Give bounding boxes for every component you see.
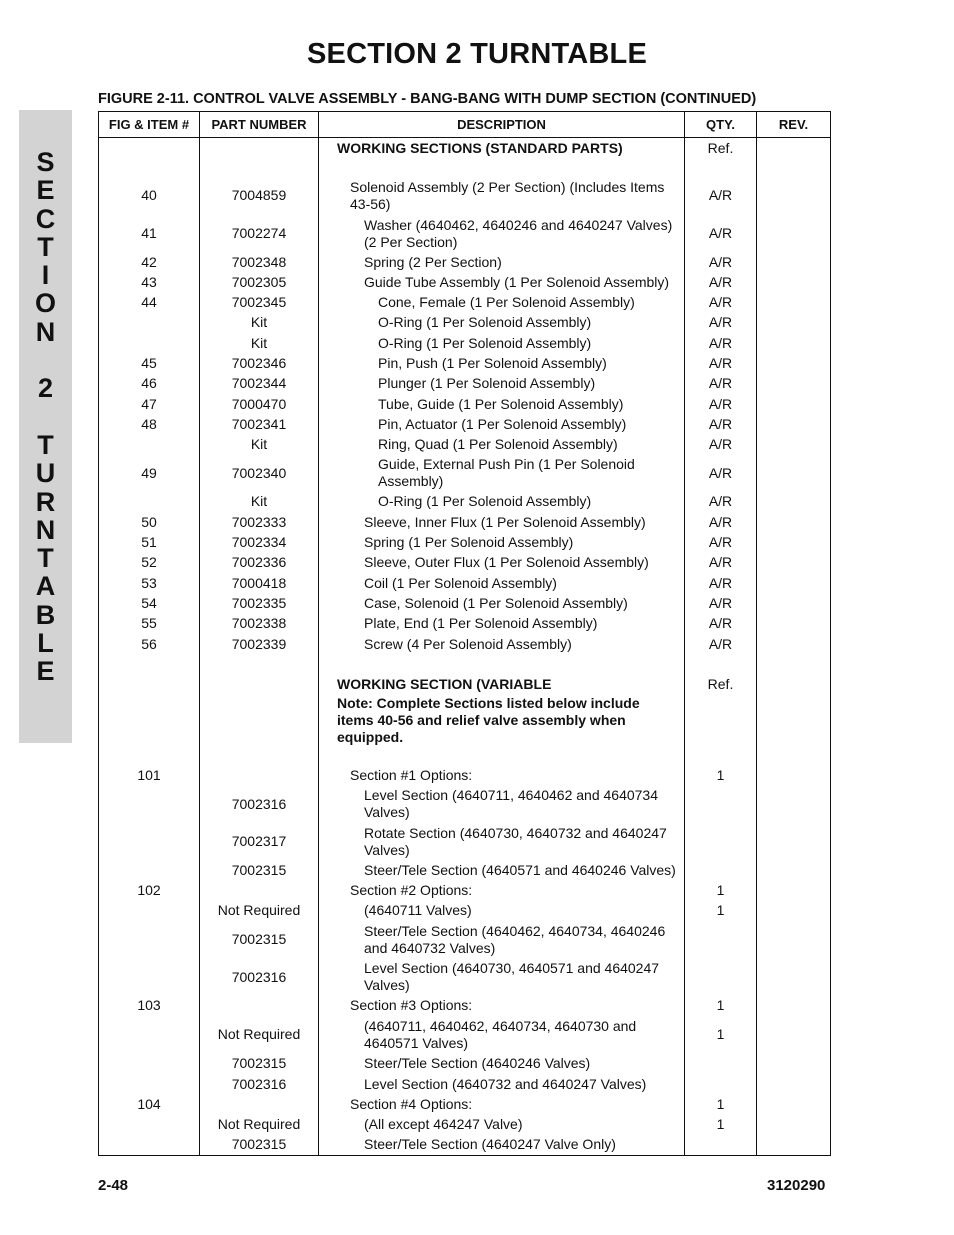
rev-cell: [757, 786, 831, 823]
side-tab-letter: L: [37, 628, 54, 659]
qty-cell: A/R: [685, 594, 757, 614]
fig-item-cell: [99, 695, 200, 746]
qty-cell: [685, 160, 757, 176]
fig-item-cell: [99, 1016, 200, 1054]
side-tab-letter: [19, 346, 72, 374]
table-row: [99, 1054, 831, 1074]
qty-cell: A/R: [685, 634, 757, 655]
part-number-cell: [200, 695, 319, 746]
side-tab-letter: 2: [37, 373, 54, 404]
table-row: [99, 492, 831, 512]
table-row: [99, 553, 831, 573]
description-cell: Washer (4640462, 4640246 and 4640247 Valves) (2 Per Section): [319, 216, 685, 252]
rev-cell: [757, 921, 831, 959]
part-number-cell: Kit: [200, 313, 319, 333]
part-number-cell: 7002333: [200, 512, 319, 533]
qty-cell: [685, 921, 757, 959]
rev-cell: [757, 553, 831, 573]
rev-cell: [757, 354, 831, 374]
qty-cell: A/R: [685, 614, 757, 634]
qty-cell: A/R: [685, 374, 757, 394]
table-row: [99, 594, 831, 614]
fig-item-cell: 101: [99, 766, 200, 786]
side-tab-letter: U: [35, 458, 56, 489]
part-number-cell: 7002316: [200, 1074, 319, 1095]
table-row: [99, 415, 831, 435]
qty-cell: A/R: [685, 273, 757, 293]
part-number-cell: 7002315: [200, 1054, 319, 1074]
part-number-cell: [200, 655, 319, 675]
header-rev: REV.: [757, 112, 831, 138]
table-row: [99, 354, 831, 374]
fig-item-cell: 51: [99, 533, 200, 553]
qty-cell: 1: [685, 1095, 757, 1115]
fig-item-cell: 40: [99, 176, 200, 216]
part-number-cell: [200, 1095, 319, 1115]
part-number-cell: Kit: [200, 333, 319, 354]
fig-item-cell: [99, 675, 200, 695]
qty-cell: 1: [685, 1115, 757, 1135]
description-cell: Spring (1 Per Solenoid Assembly): [319, 533, 685, 553]
fig-item-cell: 55: [99, 614, 200, 634]
table-row: [99, 1115, 831, 1135]
side-tab-letter: R: [35, 486, 56, 517]
rev-cell: [757, 1016, 831, 1054]
table-row: [99, 655, 831, 675]
fig-item-cell: [99, 492, 200, 512]
fig-item-cell: 45: [99, 354, 200, 374]
qty-cell: [685, 655, 757, 675]
fig-item-cell: [99, 313, 200, 333]
description-cell: Solenoid Assembly (2 Per Section) (Includes Items 43-56): [319, 176, 685, 216]
rev-cell: [757, 881, 831, 901]
table-row: [99, 435, 831, 455]
fig-item-cell: 54: [99, 594, 200, 614]
rev-cell: [757, 252, 831, 273]
rev-cell: [757, 675, 831, 695]
description-cell: Section #2 Options:: [319, 881, 685, 901]
fig-item-cell: [99, 861, 200, 881]
qty-cell: A/R: [685, 252, 757, 273]
description-cell: Pin, Push (1 Per Solenoid Assembly): [319, 354, 685, 374]
fig-item-cell: 102: [99, 881, 200, 901]
part-number-cell: 7002338: [200, 614, 319, 634]
document-number: 3120290: [767, 1177, 826, 1194]
qty-cell: A/R: [685, 394, 757, 415]
qty-cell: [685, 823, 757, 861]
table-row: [99, 959, 831, 996]
qty-cell: 1: [685, 881, 757, 901]
rev-cell: [757, 823, 831, 861]
rev-cell: [757, 333, 831, 354]
fig-item-cell: [99, 435, 200, 455]
description-cell: Rotate Section (4640730, 4640732 and 4640247 Valves): [319, 823, 685, 861]
qty-cell: A/R: [685, 573, 757, 594]
table-row: [99, 533, 831, 553]
table-row: [99, 823, 831, 861]
rev-cell: [757, 959, 831, 996]
description-cell: Section #4 Options:: [319, 1095, 685, 1115]
description-cell: Note: Complete Sections listed below include items 40-56 and relief valve assembly when equipped.: [319, 695, 685, 746]
description-cell: O-Ring (1 Per Solenoid Assembly): [319, 313, 685, 333]
fig-item-cell: 50: [99, 512, 200, 533]
rev-cell: [757, 455, 831, 492]
part-number-cell: Not Required: [200, 1115, 319, 1135]
part-number-cell: 7002345: [200, 293, 319, 313]
description-cell: Case, Solenoid (1 Per Solenoid Assembly): [319, 594, 685, 614]
parts-table-body: [99, 138, 831, 1156]
side-tab-letter: E: [36, 656, 55, 687]
part-number-cell: 7002341: [200, 415, 319, 435]
part-number-cell: 7002335: [200, 594, 319, 614]
part-number-cell: 7002348: [200, 252, 319, 273]
description-cell: WORKING SECTIONS (STANDARD PARTS): [319, 138, 685, 160]
fig-item-cell: [99, 921, 200, 959]
fig-item-cell: 44: [99, 293, 200, 313]
rev-cell: [757, 901, 831, 921]
description-cell: (All except 464247 Valve): [319, 1115, 685, 1135]
qty-cell: Ref.: [685, 138, 757, 160]
side-tab-letter: I: [41, 260, 50, 291]
description-cell: Sleeve, Outer Flux (1 Per Solenoid Assembly): [319, 553, 685, 573]
rev-cell: [757, 1115, 831, 1135]
side-tab-letter: [19, 403, 72, 431]
rev-cell: [757, 1135, 831, 1156]
side-tab-letter: B: [35, 599, 56, 630]
rev-cell: [757, 1074, 831, 1095]
rev-cell: [757, 293, 831, 313]
table-row: [99, 634, 831, 655]
rev-cell: [757, 512, 831, 533]
rev-cell: [757, 1095, 831, 1115]
rev-cell: [757, 861, 831, 881]
qty-cell: A/R: [685, 354, 757, 374]
fig-item-cell: [99, 1054, 200, 1074]
part-number-cell: 7002344: [200, 374, 319, 394]
table-row: [99, 216, 831, 252]
fig-item-cell: 43: [99, 273, 200, 293]
table-row: [99, 176, 831, 216]
side-tab-letter: N: [35, 316, 56, 347]
section-side-tab: [19, 110, 72, 743]
fig-item-cell: 103: [99, 996, 200, 1016]
part-number-cell: [200, 766, 319, 786]
part-number-cell: 7002336: [200, 553, 319, 573]
table-row: [99, 746, 831, 766]
description-cell: (4640711 Valves): [319, 901, 685, 921]
description-cell: Pin, Actuator (1 Per Solenoid Assembly): [319, 415, 685, 435]
description-cell: Coil (1 Per Solenoid Assembly): [319, 573, 685, 594]
page-title: SECTION 2 TURNTABLE: [307, 38, 647, 70]
parts-table: [98, 111, 831, 1156]
table-row: [99, 160, 831, 176]
qty-cell: A/R: [685, 492, 757, 512]
rev-cell: [757, 746, 831, 766]
side-tab-letter: S: [36, 147, 55, 177]
table-row: [99, 138, 831, 160]
fig-item-cell: [99, 1115, 200, 1135]
table-row: [99, 313, 831, 333]
rev-cell: [757, 374, 831, 394]
part-number-cell: 7002315: [200, 861, 319, 881]
part-number-cell: 7000418: [200, 573, 319, 594]
description-cell: Screw (4 Per Solenoid Assembly): [319, 634, 685, 655]
description-cell: Cone, Female (1 Per Solenoid Assembly): [319, 293, 685, 313]
part-number-cell: 7000470: [200, 394, 319, 415]
qty-cell: A/R: [685, 512, 757, 533]
rev-cell: [757, 766, 831, 786]
qty-cell: Ref.: [685, 675, 757, 695]
part-number-cell: 7002334: [200, 533, 319, 553]
table-row: [99, 901, 831, 921]
part-number-cell: [200, 160, 319, 176]
fig-item-cell: 46: [99, 374, 200, 394]
fig-item-cell: [99, 1074, 200, 1095]
table-row: [99, 394, 831, 415]
fig-item-cell: 56: [99, 634, 200, 655]
part-number-cell: 7002317: [200, 823, 319, 861]
description-cell: [319, 160, 685, 176]
part-number-cell: Not Required: [200, 1016, 319, 1054]
description-cell: Plate, End (1 Per Solenoid Assembly): [319, 614, 685, 634]
header-qty: QTY.: [685, 112, 757, 138]
fig-item-cell: 48: [99, 415, 200, 435]
qty-cell: [685, 746, 757, 766]
rev-cell: [757, 1054, 831, 1074]
side-tab-letter: N: [35, 514, 56, 545]
description-cell: Spring (2 Per Section): [319, 252, 685, 273]
figure-caption: FIGURE 2-11. CONTROL VALVE ASSEMBLY - BANG-BANG WITH DUMP SECTION (CONTINUED): [98, 91, 757, 107]
rev-cell: [757, 216, 831, 252]
fig-item-cell: 52: [99, 553, 200, 573]
description-cell: Steer/Tele Section (4640247 Valve Only): [319, 1135, 685, 1156]
table-row: [99, 996, 831, 1016]
rev-cell: [757, 573, 831, 594]
rev-cell: [757, 435, 831, 455]
table-row: [99, 512, 831, 533]
rev-cell: [757, 176, 831, 216]
qty-cell: [685, 786, 757, 823]
description-cell: Ring, Quad (1 Per Solenoid Assembly): [319, 435, 685, 455]
description-cell: Guide Tube Assembly (1 Per Solenoid Assembly): [319, 273, 685, 293]
description-cell: Plunger (1 Per Solenoid Assembly): [319, 374, 685, 394]
rev-cell: [757, 594, 831, 614]
rev-cell: [757, 634, 831, 655]
qty-cell: 1: [685, 901, 757, 921]
qty-cell: A/R: [685, 293, 757, 313]
part-number-cell: 7002340: [200, 455, 319, 492]
description-cell: Level Section (4640732 and 4640247 Valves): [319, 1074, 685, 1095]
fig-item-cell: 53: [99, 573, 200, 594]
description-cell: Section #3 Options:: [319, 996, 685, 1016]
side-tab-letter: O: [34, 288, 56, 319]
part-number-cell: Kit: [200, 492, 319, 512]
table-row: [99, 1135, 831, 1156]
table-row: [99, 695, 831, 746]
rev-cell: [757, 160, 831, 176]
qty-cell: [685, 1135, 757, 1156]
qty-cell: [685, 695, 757, 746]
part-number-cell: Not Required: [200, 901, 319, 921]
fig-item-cell: 49: [99, 455, 200, 492]
description-cell: Section #1 Options:: [319, 766, 685, 786]
fig-item-cell: [99, 901, 200, 921]
description-cell: (4640711, 4640462, 4640734, 4640730 and 4640571 Valves): [319, 1016, 685, 1054]
part-number-cell: 7004859: [200, 176, 319, 216]
table-row: [99, 1074, 831, 1095]
table-row: [99, 293, 831, 313]
description-cell: [319, 655, 685, 675]
table-row: [99, 273, 831, 293]
fig-item-cell: [99, 786, 200, 823]
rev-cell: [757, 695, 831, 746]
qty-cell: [685, 959, 757, 996]
side-tab-letters: [19, 148, 72, 686]
qty-cell: A/R: [685, 553, 757, 573]
side-tab-letter: T: [37, 543, 54, 574]
table-row: [99, 921, 831, 959]
header-description: DESCRIPTION: [319, 112, 685, 138]
description-cell: WORKING SECTION (VARIABLE: [319, 675, 685, 695]
description-cell: Steer/Tele Section (4640462, 4640734, 4640246 and 4640732 Valves): [319, 921, 685, 959]
side-tab-letter: T: [37, 231, 54, 262]
part-number-cell: [200, 996, 319, 1016]
part-number-cell: Kit: [200, 435, 319, 455]
fig-item-cell: [99, 823, 200, 861]
qty-cell: [685, 861, 757, 881]
fig-item-cell: [99, 959, 200, 996]
rev-cell: [757, 492, 831, 512]
qty-cell: 1: [685, 1016, 757, 1054]
fig-item-cell: 47: [99, 394, 200, 415]
qty-cell: 1: [685, 766, 757, 786]
table-row: [99, 766, 831, 786]
qty-cell: A/R: [685, 176, 757, 216]
qty-cell: A/R: [685, 533, 757, 553]
rev-cell: [757, 273, 831, 293]
description-cell: Steer/Tele Section (4640571 and 4640246 Valves): [319, 861, 685, 881]
table-header-row: [99, 112, 831, 138]
description-cell: Level Section (4640730, 4640571 and 4640247 Valves): [319, 959, 685, 996]
description-cell: Tube, Guide (1 Per Solenoid Assembly): [319, 394, 685, 415]
fig-item-cell: [99, 333, 200, 354]
part-number-cell: [200, 138, 319, 160]
table-row: [99, 573, 831, 594]
rev-cell: [757, 138, 831, 160]
fig-item-cell: [99, 746, 200, 766]
qty-cell: 1: [685, 996, 757, 1016]
part-number-cell: 7002315: [200, 1135, 319, 1156]
part-number-cell: 7002274: [200, 216, 319, 252]
rev-cell: [757, 614, 831, 634]
part-number-cell: [200, 881, 319, 901]
side-tab-letter: C: [35, 203, 56, 234]
qty-cell: A/R: [685, 455, 757, 492]
part-number-cell: [200, 746, 319, 766]
rev-cell: [757, 415, 831, 435]
table-row: [99, 252, 831, 273]
qty-cell: A/R: [685, 415, 757, 435]
table-row: [99, 374, 831, 394]
part-number-cell: [200, 675, 319, 695]
table-row: [99, 1095, 831, 1115]
table-row: [99, 861, 831, 881]
side-tab-letter: T: [37, 429, 54, 460]
header-part-number: PART NUMBER: [200, 112, 319, 138]
table-row: [99, 675, 831, 695]
qty-cell: A/R: [685, 216, 757, 252]
description-cell: O-Ring (1 Per Solenoid Assembly): [319, 333, 685, 354]
rev-cell: [757, 655, 831, 675]
description-cell: Guide, External Push Pin (1 Per Solenoid Assembly): [319, 455, 685, 492]
table-row: [99, 455, 831, 492]
qty-cell: A/R: [685, 333, 757, 354]
part-number-cell: 7002316: [200, 786, 319, 823]
description-cell: Sleeve, Inner Flux (1 Per Solenoid Assembly): [319, 512, 685, 533]
fig-item-cell: [99, 160, 200, 176]
side-tab-letter: E: [36, 175, 55, 206]
description-cell: Steer/Tele Section (4640246 Valves): [319, 1054, 685, 1074]
part-number-cell: 7002316: [200, 959, 319, 996]
table-row: [99, 1016, 831, 1054]
rev-cell: [757, 313, 831, 333]
fig-item-cell: [99, 138, 200, 160]
table-row: [99, 881, 831, 901]
part-number-cell: 7002305: [200, 273, 319, 293]
table-row: [99, 333, 831, 354]
description-cell: O-Ring (1 Per Solenoid Assembly): [319, 492, 685, 512]
fig-item-cell: 41: [99, 216, 200, 252]
qty-cell: A/R: [685, 435, 757, 455]
description-cell: Level Section (4640711, 4640462 and 4640734 Valves): [319, 786, 685, 823]
fig-item-cell: 42: [99, 252, 200, 273]
fig-item-cell: [99, 1135, 200, 1156]
table-row: [99, 786, 831, 823]
page-number: 2-48: [98, 1177, 129, 1194]
rev-cell: [757, 533, 831, 553]
table-row: [99, 614, 831, 634]
description-cell: [319, 746, 685, 766]
rev-cell: [757, 394, 831, 415]
part-number-cell: 7002346: [200, 354, 319, 374]
rev-cell: [757, 996, 831, 1016]
fig-item-cell: [99, 655, 200, 675]
fig-item-cell: 104: [99, 1095, 200, 1115]
qty-cell: A/R: [685, 313, 757, 333]
qty-cell: [685, 1054, 757, 1074]
qty-cell: [685, 1074, 757, 1095]
header-fig-item: FIG & ITEM #: [99, 112, 200, 138]
part-number-cell: 7002315: [200, 921, 319, 959]
side-tab-letter: A: [35, 571, 56, 602]
part-number-cell: 7002339: [200, 634, 319, 655]
